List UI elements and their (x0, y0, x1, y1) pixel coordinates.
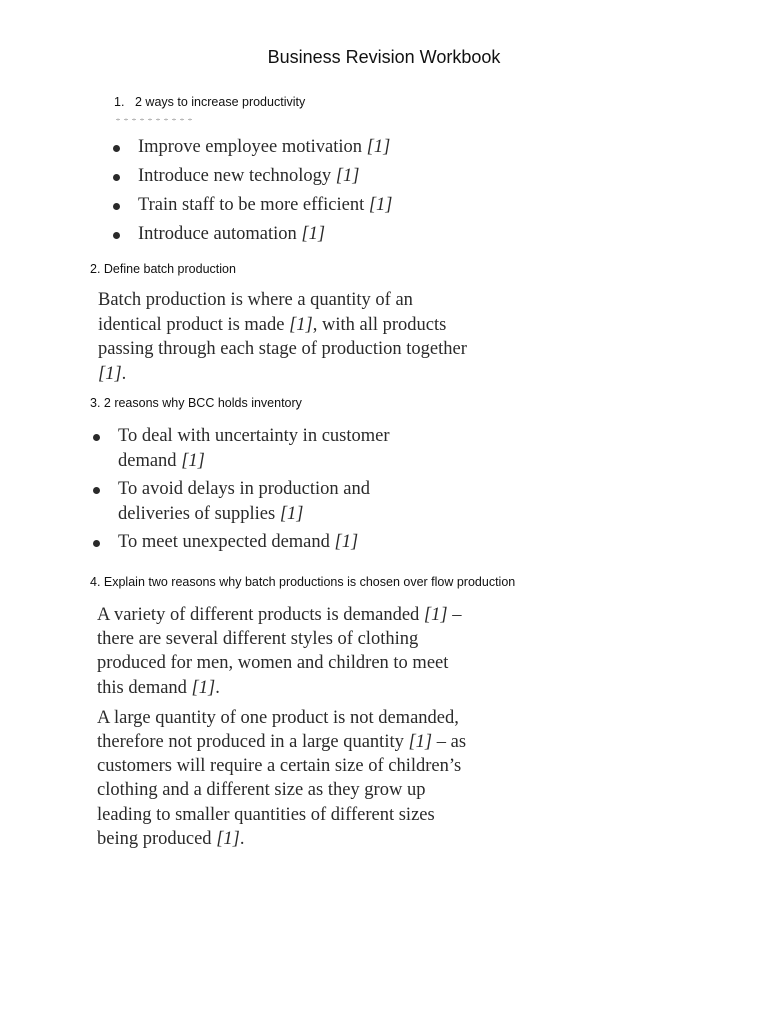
mark-label: [1] (408, 732, 433, 753)
question-4-heading: 4. Explain two reasons why batch productions is chosen over flow production (90, 575, 516, 589)
question-2-answer (98, 288, 478, 386)
bullet-icon (113, 174, 120, 181)
mark-label: [1] (191, 677, 216, 698)
bullet-text: Improve employee motivation (138, 137, 362, 157)
mark-label: [1] (334, 532, 359, 552)
list-item (90, 424, 430, 473)
bullet-text: To meet unexpected demand (118, 532, 330, 552)
mark-label: [1] (335, 166, 360, 186)
answer-text: Batch production is where a quantity of an identical product is made (98, 290, 413, 335)
bullet-text: To deal with uncertainty in customer demand (118, 426, 390, 471)
mark-label: [1] (289, 314, 313, 335)
bullet-icon (113, 232, 120, 239)
question-1-answer (110, 133, 393, 249)
question-3-heading: 3. 2 reasons why BCC holds inventory (90, 396, 302, 410)
answer-paragraph (97, 706, 477, 851)
bullet-text: Introduce automation (138, 224, 297, 244)
mark-label: [1] (301, 224, 326, 244)
list-item (110, 220, 393, 249)
answer-text: A variety of different products is demanded (97, 605, 420, 625)
list-item (110, 191, 393, 220)
answer-text: , with all products passing through each stage of production together (98, 314, 467, 359)
question-1-heading (114, 95, 305, 109)
answer-paragraph (97, 603, 477, 700)
cropped-text-remnant (114, 118, 194, 121)
answer-text: . (121, 363, 127, 384)
mark-label: [1] (279, 503, 304, 524)
question-3-answer (90, 424, 430, 559)
bullet-icon (93, 487, 100, 494)
answer-text: . (215, 677, 220, 698)
bullet-text: Introduce new technology (138, 166, 332, 186)
answer-text: A large quantity of one product is not demanded, therefore not produced in a large quantity (97, 707, 459, 753)
mark-label: [1] (423, 605, 448, 625)
list-item (110, 162, 393, 191)
question-1-number: 1. (114, 95, 125, 109)
question-2-heading: 2. Define batch production (90, 262, 236, 276)
bullet-icon (93, 540, 100, 547)
page-title: Business Revision Workbook (267, 47, 501, 67)
bullet-text: To avoid delays in production and deliveries of supplies (118, 479, 370, 524)
question-4-answer (97, 603, 477, 857)
answer-text: . (239, 828, 245, 849)
mark-label: [1] (216, 828, 240, 849)
mark-label: [1] (366, 137, 391, 157)
question-1-text: 2 ways to increase productivity (135, 95, 306, 109)
list-item (110, 133, 393, 162)
mark-label: [1] (98, 363, 122, 384)
mark-label: [1] (368, 195, 393, 215)
bullet-text: Train staff to be more efficient (138, 195, 365, 215)
bullet-icon (113, 203, 120, 210)
answer-text: – there are several different styles of clothing produced for men, women and children to meet this demand (97, 605, 462, 698)
bullet-icon (113, 145, 120, 152)
bullet-icon (93, 434, 100, 441)
mark-label: [1] (181, 450, 205, 471)
answer-text: – as customers will require a certain size of children’s clothing and a different size as they grow up leading to smaller quantities of different sizes being produced (97, 732, 467, 849)
list-item (90, 530, 430, 555)
list-item (90, 477, 430, 526)
